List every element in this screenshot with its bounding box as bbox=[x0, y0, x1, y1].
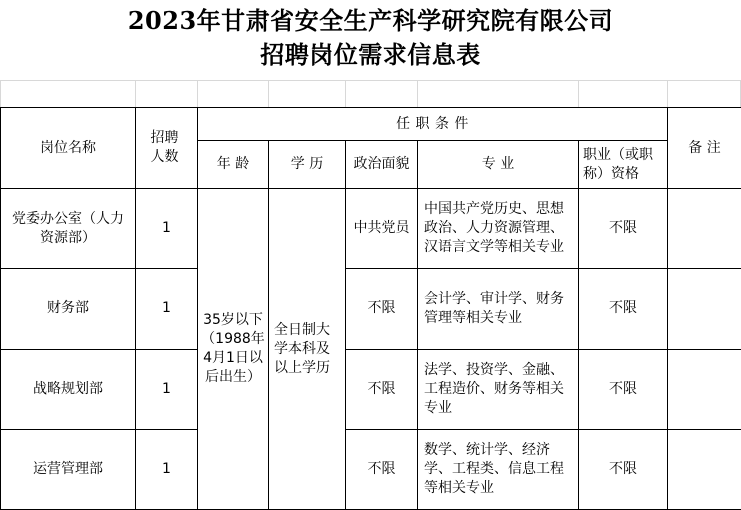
table-row bbox=[1, 269, 741, 349]
cell-position: 战略规划部 bbox=[1, 349, 136, 429]
cell-remarks bbox=[668, 349, 741, 429]
cell-education: 全日制大学本科及以上学历 bbox=[269, 189, 346, 510]
cell-qualification: 不限 bbox=[579, 429, 668, 509]
cell-political: 不限 bbox=[346, 269, 418, 349]
cell-count: 1 bbox=[136, 429, 198, 509]
cell-major: 数学、统计学、经济学、工程类、信息工程等相关专业 bbox=[418, 429, 579, 509]
cell-position: 财务部 bbox=[1, 269, 136, 349]
header-position: 岗位名称 bbox=[1, 108, 136, 189]
header-requirements: 任 职 条 件 bbox=[198, 108, 668, 141]
cell-major: 会计学、审计学、财务管理等相关专业 bbox=[418, 269, 579, 349]
header-political: 政治面貌 bbox=[346, 141, 418, 189]
document-subtitle: 招聘岗位需求信息表 bbox=[260, 40, 481, 69]
cell-position: 党委办公室（人力资源部） bbox=[1, 189, 136, 269]
cell-count: 1 bbox=[136, 189, 198, 269]
cell-count: 1 bbox=[136, 349, 198, 429]
cell-remarks bbox=[668, 429, 741, 509]
header-education: 学 历 bbox=[269, 141, 346, 189]
recruitment-table bbox=[0, 107, 741, 510]
cell-major: 中国共产党历史、思想政治、人力资源管理、汉语言文学等相关专业 bbox=[418, 189, 579, 269]
cell-qualification: 不限 bbox=[579, 349, 668, 429]
table-row bbox=[1, 349, 741, 429]
cell-position: 运营管理部 bbox=[1, 429, 136, 509]
cell-qualification: 不限 bbox=[579, 269, 668, 349]
cell-political: 不限 bbox=[346, 349, 418, 429]
cell-age: 35岁以下（1988年4月1日以后出生） bbox=[198, 189, 269, 510]
table-row bbox=[1, 189, 741, 269]
cell-political: 不限 bbox=[346, 429, 418, 509]
cell-political: 中共党员 bbox=[346, 189, 418, 269]
table-row bbox=[1, 429, 741, 509]
header-qualification: 职业（或职称）资格 bbox=[579, 141, 668, 189]
header-age: 年 龄 bbox=[198, 141, 269, 189]
cell-remarks bbox=[668, 189, 741, 269]
document-title: 2023年甘肃省安全生产科学研究院有限公司 bbox=[127, 6, 614, 35]
empty-grid-row bbox=[0, 80, 741, 108]
cell-remarks bbox=[668, 269, 741, 349]
cell-major: 法学、投资学、金融、工程造价、财务等相关专业 bbox=[418, 349, 579, 429]
header-remarks: 备 注 bbox=[668, 108, 741, 189]
cell-count: 1 bbox=[136, 269, 198, 349]
header-major: 专 业 bbox=[418, 141, 579, 189]
cell-qualification: 不限 bbox=[579, 189, 668, 269]
header-count: 招聘人数 bbox=[136, 108, 198, 189]
